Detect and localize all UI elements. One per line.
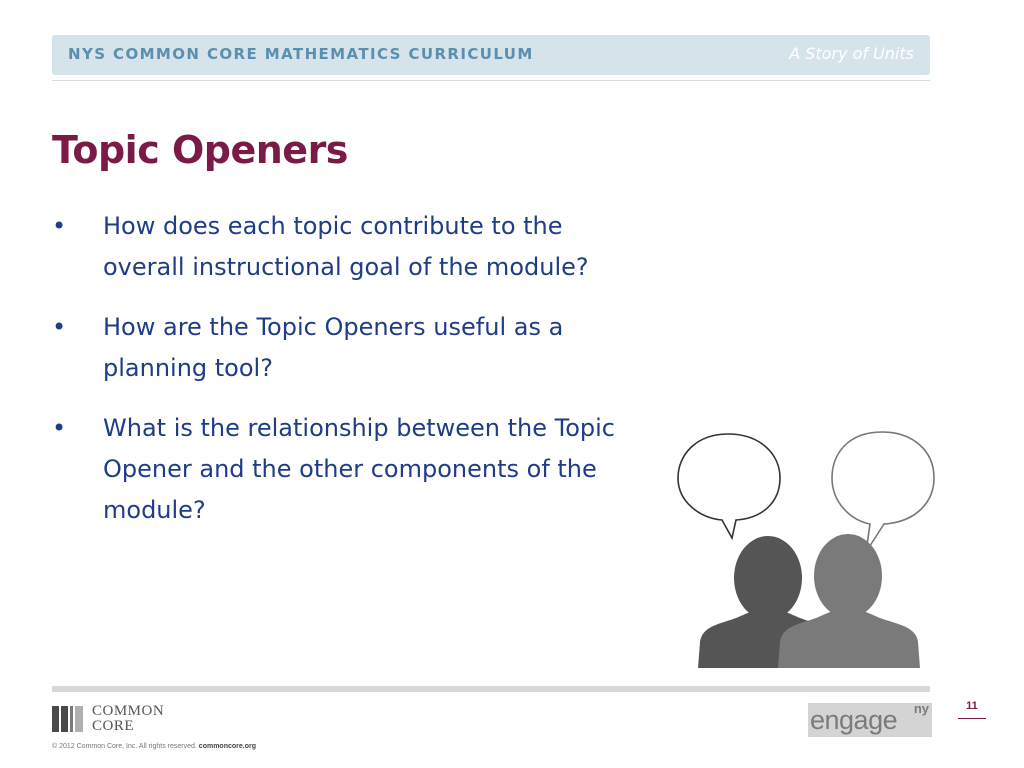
bullet-text: How does each topic contribute to the overall instructional goal of the module? (103, 212, 589, 281)
bullet-text: What is the relationship between the Topic Opener and the other components of the module? (103, 414, 615, 524)
person-right-icon (778, 534, 920, 668)
curriculum-title: NYS COMMON CORE MATHEMATICS CURRICULUM (68, 45, 534, 63)
common-core-logo (52, 702, 212, 736)
footer-divider (52, 686, 930, 692)
two-people-speech-bubbles-icon (670, 428, 940, 673)
bullet-list (52, 206, 622, 550)
bullet-item (52, 307, 622, 389)
bullet-mark: • (52, 414, 67, 442)
speech-bubble-left-icon (678, 434, 780, 538)
copyright-link[interactable]: commoncore.org (198, 743, 256, 750)
bullet-item (52, 206, 622, 288)
page-number-underline (958, 718, 986, 719)
copyright-notice: © 2012 Common Core, Inc. All rights reserved. commoncore.org (52, 743, 256, 750)
bullet-mark: • (52, 212, 67, 240)
bullet-mark: • (52, 313, 67, 341)
common-core-wordmark: COMMON CORE (92, 703, 165, 734)
bullet-text: How are the Topic Openers useful as a planning tool? (103, 313, 564, 382)
engageny-logo: engage ny (808, 703, 932, 737)
series-title: A Story of Units (789, 44, 914, 63)
page-number: 11 (966, 700, 978, 712)
slide-title: Topic Openers (52, 128, 348, 172)
header-bar (52, 35, 930, 75)
header-divider (52, 80, 930, 81)
bullet-item (52, 408, 622, 531)
common-core-bars-icon (52, 706, 86, 732)
speech-bubble-right-icon (832, 432, 934, 552)
